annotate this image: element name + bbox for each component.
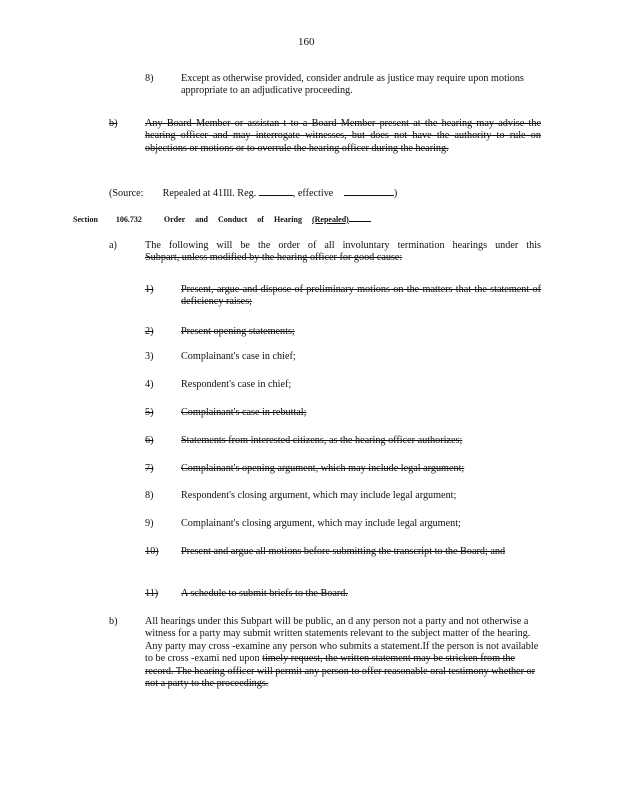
item-text: Respondent's closing argument, which may include legal argument; — [181, 490, 457, 501]
para-b-plain: All hearings under this Subpart will be public, an d any person not a party and not otherwise a witness for a party may submit written statements relevant to the subject matter of the hearing. Any party may cross -examine any person who submits a statement.If the person is not available to be cross -exami ned upon — [145, 616, 539, 665]
top-item-number: 8) — [145, 73, 154, 84]
item-number: 9) — [145, 518, 154, 529]
item-number: 7) — [145, 463, 154, 474]
item-number: 5) — [145, 407, 154, 418]
source-prefix: (Source: — [109, 188, 144, 199]
item-text: Present and argue all motions before submitting the transcript to the Board; and — [181, 546, 506, 557]
para-a-number: a) — [109, 240, 117, 251]
item-number: 4) — [145, 379, 154, 390]
item-text: Statements from interested citizens, as the hearing officer authorizes; — [181, 435, 463, 446]
para-b-number: b) — [109, 616, 118, 627]
page-number: 160 — [298, 36, 315, 48]
item-number: 6) — [145, 435, 154, 446]
item-text: Present opening statements; — [181, 326, 295, 337]
para-b-text — [145, 616, 539, 690]
item-text: A schedule to submit briefs to the Board. — [181, 588, 348, 599]
section-number: 106.732 — [115, 215, 142, 224]
item-text: Complainant's case in chief; — [181, 351, 296, 362]
item-text: Complainant's case in rebuttal; — [181, 407, 307, 418]
item-number: 2) — [145, 326, 154, 337]
para-b-strike: timely request, the written statement may be stricken from the record. The hearing officer will permit any person to offer reasonable oral testimony whether or not a party to the proceedings. — [145, 653, 536, 690]
source-text: Repealed at 41Ill. Reg. — [162, 188, 257, 199]
item-number: 10) — [145, 546, 159, 557]
item-number: 8) — [145, 490, 154, 501]
source-blank-effective — [344, 186, 394, 196]
para-b-top-number: b) — [109, 118, 118, 129]
para-a-plain: The following will be the order of all involuntary termination hearings under this — [145, 240, 541, 251]
section-heading — [73, 214, 371, 226]
para-b-top-text: Any Board Member or assistan t to a Board Member present at the hearing may advise the hearing officer and may interrogate witnesses, but does not have the authority to rule on objections or motions or to overrule the hearing officer during the hearing. — [145, 118, 541, 154]
item-text: Respondent's case in chief; — [181, 379, 292, 390]
source-suffix: ) — [393, 188, 398, 199]
section-title: Order and Conduct of Hearing — [163, 215, 302, 224]
item-number: 3) — [145, 351, 154, 362]
item-number: 1) — [145, 284, 154, 295]
top-item-text: Except as otherwise provided, consider andrule as justice may require upon motions appropriate to an adjudicative proceeding. — [181, 73, 524, 97]
para-a-strike: Subpart, unless modified by the hearing officer for good cause: — [145, 252, 403, 264]
source-blank-reg — [259, 186, 293, 196]
item-number: 11) — [145, 588, 159, 599]
item-text: Complainant's closing argument, which may include legal argument; — [181, 518, 461, 529]
source-line — [109, 186, 397, 200]
item-text: Complainant's opening argument, which may include legal argument; — [181, 463, 465, 474]
section-label: Section — [73, 215, 98, 224]
para-a-text — [145, 240, 541, 265]
section-repealed: (Repealed) — [311, 215, 349, 224]
item-text: Present, argue and dispose of preliminary motions on the matters that the statement of deficiency raises; — [181, 284, 541, 308]
source-mid: , effective — [292, 188, 334, 199]
